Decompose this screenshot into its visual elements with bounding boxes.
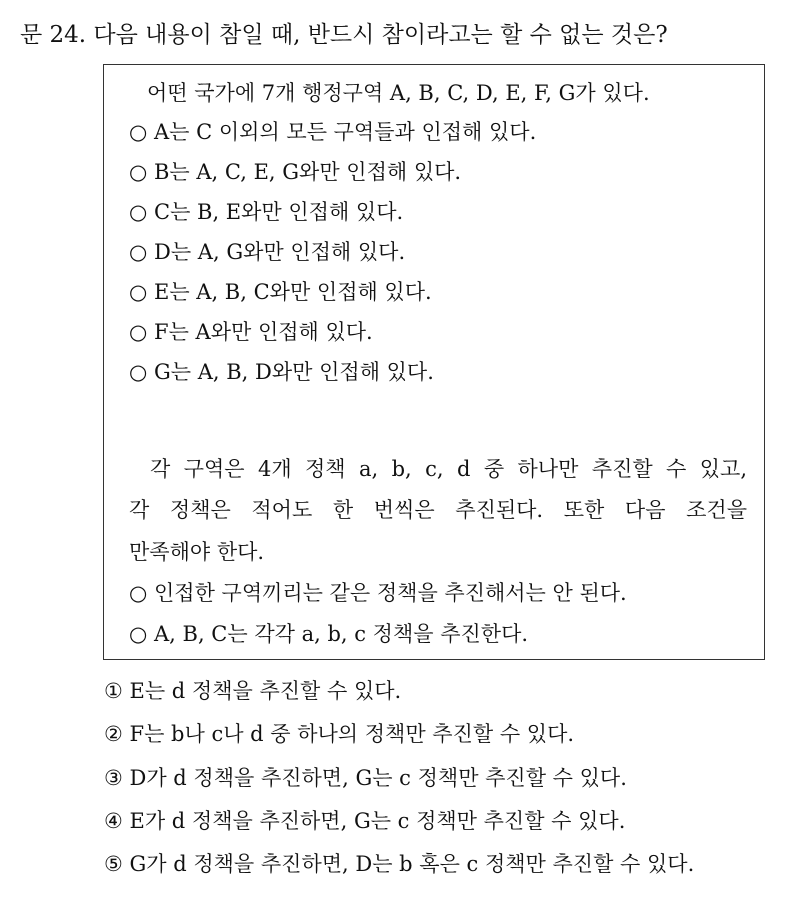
policy-text-line-1: 각 구역은 4개 정책 a, b, c, d 중 하나만 추진할 수 있고, [150, 457, 747, 481]
adjacency-item-b: ○ B는 A, C, E, G와만 인접해 있다. [129, 160, 462, 184]
option-2[interactable]: ② F는 b나 c나 d 중 하나의 정책만 추진할 수 있다. [104, 722, 575, 746]
box-intro: 어떤 국가에 7개 행정구역 A, B, C, D, E, F, G가 있다. [147, 81, 650, 105]
adjacency-item-g: ○ G는 A, B, D와만 인접해 있다. [129, 360, 434, 384]
condition-item-2: ○ A, B, C는 각각 a, b, c 정책을 추진한다. [129, 622, 529, 646]
question-title: 문 24. 다음 내용이 참일 때, 반드시 참이라고는 할 수 없는 것은? [20, 22, 668, 48]
option-4[interactable]: ④ E가 d 정책을 추진하면, G는 c 정책만 추진할 수 있다. [104, 809, 626, 833]
adjacency-item-d: ○ D는 A, G와만 인접해 있다. [129, 240, 406, 264]
option-1[interactable]: ① E는 d 정책을 추진할 수 있다. [104, 679, 402, 703]
condition-item-1: ○ 인접한 구역끼리는 같은 정책을 추진해서는 안 된다. [129, 581, 627, 605]
adjacency-item-f: ○ F는 A와만 인접해 있다. [129, 320, 373, 344]
option-3[interactable]: ③ D가 d 정책을 추진하면, G는 c 정책만 추진할 수 있다. [104, 766, 627, 790]
policy-text-line-3: 만족해야 한다. [129, 540, 265, 564]
policy-text-line-2: 각 정책은 적어도 한 번씩은 추진된다. 또한 다음 조건을 [129, 498, 747, 522]
adjacency-item-e: ○ E는 A, B, C와만 인접해 있다. [129, 280, 432, 304]
option-5[interactable]: ⑤ G가 d 정책을 추진하면, D는 b 혹은 c 정책만 추진할 수 있다. [104, 852, 695, 876]
adjacency-item-a: ○ A는 C 이외의 모든 구역들과 인접해 있다. [129, 120, 537, 144]
adjacency-item-c: ○ C는 B, E와만 인접해 있다. [129, 200, 404, 224]
